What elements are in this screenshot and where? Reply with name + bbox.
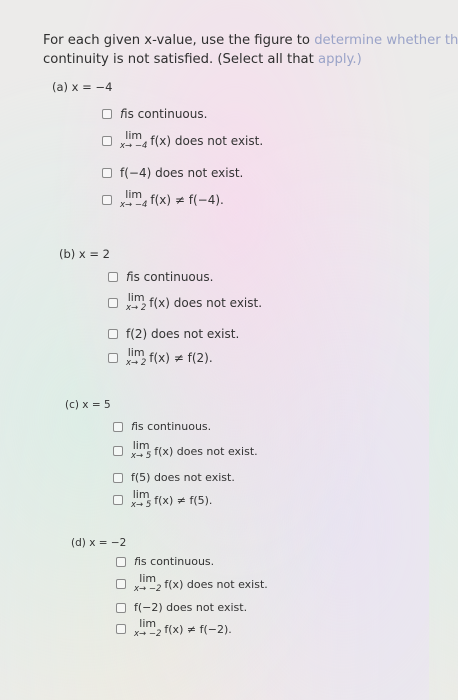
checkbox[interactable] bbox=[102, 168, 112, 178]
checkbox[interactable] bbox=[116, 557, 126, 567]
limit-notation: lim x→ 2 bbox=[126, 346, 147, 368]
checkbox[interactable] bbox=[113, 422, 123, 432]
limit-notation: lim x→ 2 bbox=[126, 291, 147, 313]
checkbox[interactable] bbox=[102, 195, 112, 205]
limit-notation: lim x→ −2 bbox=[134, 617, 162, 639]
option-b-value-dne[interactable] bbox=[108, 327, 239, 341]
intro-line2-faded: apply.) bbox=[318, 52, 362, 67]
checkbox[interactable] bbox=[113, 446, 123, 456]
part-b-label: (b) x = 2 bbox=[59, 247, 110, 261]
option-b-limit-dne[interactable] bbox=[108, 293, 262, 313]
checkbox[interactable] bbox=[108, 298, 118, 308]
checkbox[interactable] bbox=[102, 136, 112, 146]
checkbox[interactable] bbox=[116, 603, 126, 613]
part-c-label: (c) x = 5 bbox=[65, 399, 111, 411]
limit-notation: lim x→ 5 bbox=[131, 439, 152, 461]
option-text: f(x) does not exist. bbox=[150, 134, 264, 148]
option-c-value-dne[interactable] bbox=[113, 471, 235, 484]
option-text: is continuous. bbox=[124, 107, 208, 121]
limit-notation: lim x→ −2 bbox=[134, 572, 162, 594]
f-symbol: f bbox=[120, 107, 125, 121]
option-b-continuous[interactable] bbox=[108, 270, 213, 284]
option-a-continuous[interactable] bbox=[102, 107, 207, 121]
option-text: is continuous. bbox=[130, 270, 214, 284]
option-d-continuous[interactable] bbox=[116, 555, 214, 568]
limit-notation: lim x→ 5 bbox=[131, 488, 152, 510]
option-text: f(x) ≠ f(−2). bbox=[164, 622, 232, 636]
option-text: f(5) does not exist. bbox=[131, 471, 235, 484]
option-d-limit-dne[interactable] bbox=[116, 574, 268, 594]
option-b-limit-neq[interactable] bbox=[108, 348, 213, 368]
option-text: f(x) does not exist. bbox=[149, 296, 263, 310]
checkbox[interactable] bbox=[102, 109, 112, 119]
option-text: is continuous. bbox=[137, 555, 215, 568]
option-text: f(−2) does not exist. bbox=[134, 601, 248, 614]
option-d-limit-neq[interactable] bbox=[116, 619, 232, 639]
option-text: is continuous. bbox=[134, 420, 212, 433]
option-a-value-dne[interactable] bbox=[102, 166, 243, 180]
option-d-value-dne[interactable] bbox=[116, 601, 247, 614]
checkbox[interactable] bbox=[113, 473, 123, 483]
part-a-label: (a) x = −4 bbox=[52, 80, 113, 94]
checkbox[interactable] bbox=[116, 624, 126, 634]
limit-notation: lim x→ −4 bbox=[120, 129, 148, 151]
f-symbol: f bbox=[134, 555, 138, 568]
option-text: f(x) does not exist. bbox=[154, 444, 258, 458]
option-a-limit-neq[interactable] bbox=[102, 190, 224, 210]
option-c-continuous[interactable] bbox=[113, 420, 211, 433]
option-text: f(x) ≠ f(2). bbox=[149, 351, 213, 365]
option-c-limit-dne[interactable] bbox=[113, 441, 258, 461]
checkbox[interactable] bbox=[108, 329, 118, 339]
f-symbol: f bbox=[131, 420, 135, 433]
intro-line1-faded: determine whether th bbox=[314, 33, 458, 48]
option-c-limit-neq[interactable] bbox=[113, 490, 212, 510]
limit-notation: lim x→ −4 bbox=[120, 188, 148, 210]
intro-line2: continuity is not satisfied. (Select all that bbox=[43, 52, 318, 67]
checkbox[interactable] bbox=[113, 495, 123, 505]
option-text: f(x) ≠ f(−4). bbox=[150, 193, 224, 207]
option-text: f(x) ≠ f(5). bbox=[154, 493, 213, 507]
option-text: f(2) does not exist. bbox=[126, 327, 240, 341]
option-text: f(x) does not exist. bbox=[164, 577, 268, 591]
option-a-limit-dne[interactable] bbox=[102, 131, 263, 151]
checkbox[interactable] bbox=[116, 579, 126, 589]
f-symbol: f bbox=[126, 270, 131, 284]
question-text bbox=[43, 31, 458, 69]
checkbox[interactable] bbox=[108, 272, 118, 282]
checkbox[interactable] bbox=[108, 353, 118, 363]
part-d-label: (d) x = −2 bbox=[71, 537, 127, 549]
intro-line1: For each given x-value, use the figure to bbox=[43, 33, 315, 48]
option-text: f(−4) does not exist. bbox=[120, 166, 244, 180]
